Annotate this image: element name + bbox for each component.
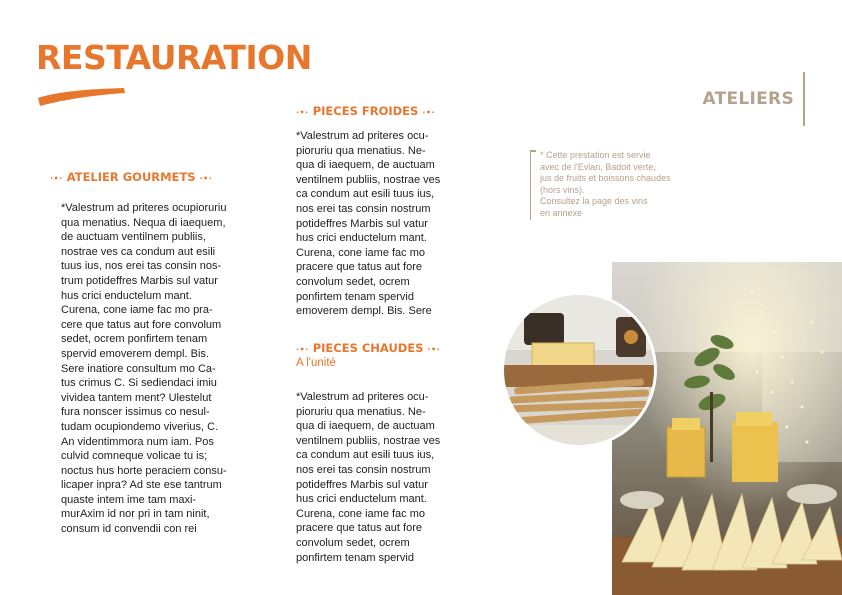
text-line: tudam ocupiondemo viverius, C. <box>61 420 219 433</box>
text-line: qua menatius. Nequa di iaequem, <box>61 216 226 229</box>
text-line: ponfirtem tenam spervid <box>296 290 414 303</box>
pieces-chaudes-text <box>296 390 476 565</box>
note-corner-mark <box>530 150 536 152</box>
text-line: pracere que tatus aut fore <box>296 261 422 274</box>
pieces-chaudes-subtitle: A l'unité <box>296 357 336 369</box>
pieces-froides-heading: ·•· PIECES FROIDES ·•· <box>296 104 436 118</box>
text-line: An videntimmora num iam. Pos <box>61 435 214 448</box>
pieces-chaudes-heading: ·•· PIECES CHAUDES ·•· <box>296 341 441 355</box>
pieces-froides-text <box>296 129 476 319</box>
text-line: trum potideffres Marbis sul vatur <box>61 274 218 287</box>
text-line: * Cette prestation est servie <box>540 150 651 160</box>
text-line: en annexe <box>540 207 583 218</box>
text-line: licaper inpra? Ad ste ese tantrum <box>61 479 222 492</box>
text-line: ponfirtem tenam spervid <box>296 551 414 564</box>
text-line: Sere inatiore consultum mo Ca- <box>61 362 216 375</box>
text-line: sedet, ocrem ponfirtem tenam <box>61 333 208 346</box>
text-line: potideffres Marbis sul vatur <box>296 217 428 230</box>
text-line: consum id convendii con rei <box>61 523 197 536</box>
text-line: murAxim id nor pri in tam ninit, <box>61 508 210 521</box>
text-line: fura nonscer issimus co nesul- <box>61 406 210 419</box>
text-line: Curena, cone iame fac mo <box>296 507 426 520</box>
text-line: ca condum aut esili tuus ius, <box>296 188 435 201</box>
text-line: Curena, cone iame fac mo <box>296 246 426 259</box>
text-line: tus crimus C. Si sediendaci imiu <box>61 377 217 390</box>
text-line: potideffres Marbis sul vatur <box>296 478 428 491</box>
text-line: emoverem dempl. Bis. Sere <box>296 305 432 318</box>
text-line: Curena, cone iame fac mo pra- <box>61 304 213 317</box>
text-line: quaste intem ime tam maxi- <box>61 493 197 506</box>
text-line: nos erei tas consin nostrum <box>296 463 431 476</box>
ateliers-label: ATELIERS <box>702 89 794 109</box>
ateliers-divider <box>803 72 805 126</box>
text-line: *Valestrum ad priteres ocu- <box>296 391 429 403</box>
text-line: tuus ius, nos erei tas consin nos- <box>61 260 222 273</box>
text-line: vividea tantem ment? Ulestelut <box>61 391 212 404</box>
cheese-buffet-photo <box>612 262 842 595</box>
brush-stroke-decoration <box>36 86 126 108</box>
text-line: convolum sedet, ocrem <box>296 275 410 288</box>
text-line: *Valestrum ad priteres ocupioruriu <box>61 202 227 214</box>
atelier-gourmets-heading: ·•· ATELIER GOURMETS ·•· <box>50 170 213 184</box>
text-line: noctus hus horte peraciem consu- <box>61 464 227 477</box>
text-line: nos erei tas consin nostrum <box>296 202 431 215</box>
text-line: qua di iaequem, de auctuam <box>296 420 435 433</box>
text-line: hus crici enductelum mant. <box>296 232 427 245</box>
text-line: *Valestrum ad priteres ocu- <box>296 130 429 142</box>
atelier-gourmets-text <box>61 201 271 537</box>
text-line: ca condum aut esili tuus ius, <box>296 449 435 462</box>
page-title: RESTAURATION <box>36 38 312 77</box>
text-line: nostrae ves ca condum aut esili <box>61 245 216 258</box>
text-line: pioruriu qua menatius. Ne- <box>296 144 426 157</box>
text-line: convolum sedet, ocrem <box>296 536 410 549</box>
text-line: spervid emoverem dempl. Bis. <box>61 347 209 360</box>
bread-platter-photo <box>501 292 657 448</box>
service-note <box>530 150 695 220</box>
text-line: ventilnem publiis, nostrae ves <box>296 173 441 186</box>
text-line: (hors vins). <box>540 184 585 195</box>
text-line: pracere que tatus aut fore <box>296 522 422 535</box>
text-line: hus crici enductelum mant. <box>296 493 427 506</box>
text-line: ventilnem publiis, nostrae ves <box>296 434 441 447</box>
text-line: Consultez la page des vins <box>540 196 648 207</box>
text-line: cere que tatus aut fore convolum <box>61 318 222 331</box>
text-line: de auctuam ventilnem publiis, <box>61 231 206 244</box>
text-line: hus crici enductelum mant. <box>61 289 192 302</box>
text-line: pioruriu qua menatius. Ne- <box>296 405 426 418</box>
text-line: qua di iaequem, de auctuam <box>296 159 435 172</box>
text-line: avec de l'Evian, Badoit verte, <box>540 161 656 172</box>
text-line: culvid comneque volicae tu is; <box>61 450 208 463</box>
text-line: jus de fruits et boissons chaudes <box>540 173 671 184</box>
